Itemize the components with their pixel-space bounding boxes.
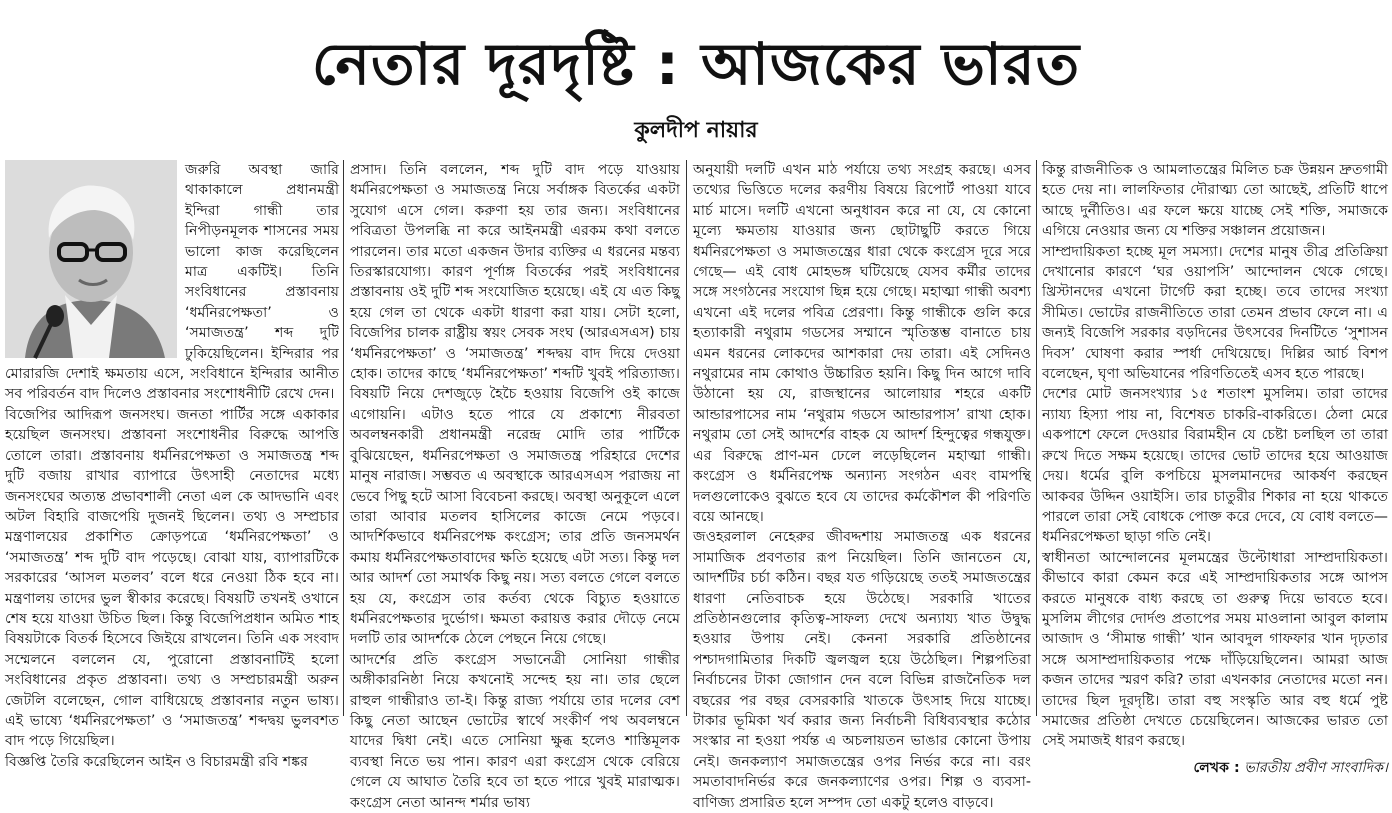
article-paragraph: জরুরি অবস্থা জারি থাকাকালে প্রধানমন্ত্রী ইন্দিরা গান্ধী তার নিপীড়নমূলক শাসনের সময় ভালো কাজ করেছিলেন মাত্র একটিই। তিনি সংবিধানের প্রস্তাবনায় ‘ধর্মনিরপেক্ষতা’ ও ‘সমাজতন্ত্র’ শব্দ দুটি ঢুকিয়েছিলেন। ইন্দিরার পর মোরারজি দেশাই ক্ষমতায় এসে, সংবিধানে ইন্দিরার আনীত সব পরিবর্তন বাদ দিলেও প্রস্তাবনার সংশোধনীটি রেখে দেন। [5, 162, 339, 403]
article-paragraph: বিজেপির আদিরূপ জনসংঘ। জনতা পার্টির সঙ্গে একাকার হয়েছিল জনসংঘ। প্রস্তাবনা সংশোধনীর বিরুদ্ধে আপত্তি তোলে তারা। প্রস্তাবনায় ধর্মনিরপেক্ষতা ও সমাজতন্ত্র শব্দ দুটি বজায় রাখার ব্যাপারে উৎসাহী নেতাদের মধ্যে জনসংঘের অত্যন্ত প্রভাবশালী নেতা এল কে আদভানি এবং অটল বিহারি বাজপেয়ি দুজনই ছিলেন। তথ্য ও সম্প্রচার মন্ত্রণালয়ের প্রকাশিত ক্রোড়পত্রে ‘ধর্মনিরপেক্ষতা’ ও ‘সমাজতন্ত্র’ শব্দ দুটি বাদ পড়েছে। বোঝা যায়, ব্যাপারটিকে সরকারের ‘আসল মতলব’ বলে ধরে নেওয়া ঠিক হবে না। মন্ত্রণালয় তাদের ভুল স্বীকার করেছে। বিষয়টি তখনই ওখানে শেষ হয়ে যাওয়া উচিত ছিল। কিন্তু বিজেপিপ্রধান অমিত শাহ বিষয়টাকে বিতর্ক হিসেবে জিইয়ে রাখলেন। তিনি এক সংবাদ সম্মেলনে বললেন যে, পুরোনো প্রস্তাবনাটিই হলো সংবিধানের প্রকৃত প্রস্তাবনা। তথ্য ও সম্প্রচারমন্ত্রী অরুন জেটলি বলেছেন, গোল বাধিয়েছে প্রস্তাবনার নতুন ভাষ্য। এই ভাষ্যে ‘ধর্মনিরপেক্ষতা’ ও ‘সমাজতন্ত্র’ শব্দদ্বয় ভুলবশত বাদ পড়ে গিয়েছিল। [5, 406, 339, 750]
column-divider [1036, 160, 1037, 716]
article-paragraph: বিজ্ঞপ্তি তৈরি করেছিলেন আইন ও বিচারমন্ত্রী রবি শঙ্কর [5, 753, 308, 770]
author-portrait [5, 160, 177, 358]
column-divider [343, 160, 344, 716]
author-credit-text: ভারতীয় প্রবীণ সাংবাদিক। [1244, 759, 1388, 776]
article-paragraph: প্রসাদ। তিনি বললেন, শব্দ দুটি বাদ পড়ে যাওয়ায় ধর্মনিরপেক্ষতা ও সমাজতন্ত্র নিয়ে সর্বাঙ্গক বিতর্কের একটা সুযোগ এসে গেল। করুণা হয় তার জন্য। সংবিধানের পবিত্রতা উপলব্ধি না করে আইনমন্ত্রী এরকম কথা বলতে পারলেন। তার মতো একজন উদার ব্যক্তির এ ধরনের মন্তব্য তিরস্কারযোগ্য। কারণ পূর্ণাঙ্গ বিতর্কের পরই সংবিধানের প্রস্তাবনায় ওই দুটি শব্দ সংযোজিত হয়েছে। এই যে এত কিছু হয়ে গেল তা থেকে একটা ধারণা করা যায়। সেটা হলো, বিজেপির চালক রাষ্ট্রীয় স্বয়ং সেবক সংঘ (আরএসএস) চায় ‘ধর্মনিরপেক্ষতা’ ও ‘সমাজতন্ত্র’ শব্দদ্বয় বাদ দিয়ে দেওয়া হোক। তাদের কাছে ‘ধর্মনিরপেক্ষতা’ শব্দটি খুবই পরিত্যাজ্য। বিষয়টি নিয়ে দেশজুড়ে হৈচৈ হওয়ায় বিজেপি ওই কাজে এগোয়নি। এটাও হতে পারে যে প্রকাশ্যে নীরবতা অবলম্বনকারী প্রধানমন্ত্রী নরেন্দ্র মোদি তার পার্টিকে বুঝিয়েছেন, ধর্মনিরপেক্ষতা ও সমাজতন্ত্র পরিহারে দেশের মানুষ নারাজ। সম্ভবত এ অবস্থাকে আরএসএস পরাজয় না ভেবে পিছু হটে আসা বিবেচনা করছে। অবস্থা অনুকূলে এলে তারা আবার মতলব হাসিলের কাজে নেমে পড়বে। আদর্শিকভাবে ধর্মনিরপেক্ষ কংগ্রেস; তার প্রতি জনসমর্থন কমায় ধর্মনিরপেক্ষতাবাদের ক্ষতি হয়েছে এটা সত্য। কিন্তু দল আর আদর্শ তো সমার্থক কিছু নয়। সত্য বলতে গেলে বলতে হয় যে, কংগ্রেস তার কর্তব্য থেকে বিচ্যুত হওয়াতে ধর্মনিরপেক্ষতার দুর্ভোগ। ক্ষমতা করায়ত্ত করার দৌড়ে নেমে দলটি তার আদর্শকে ঠেলে পেছনে নিয়ে গেছে। [350, 162, 680, 648]
article-column-2 [350, 160, 680, 811]
article-paragraph: স্বাধীনতা আন্দোলনের মূলমন্ত্রের উল্টোধারা সাম্প্রদায়িকতা। কীভাবে কারা কেমন করে এই সাম্প্রদায়িকতার সঙ্গে আপস করতে মানুষকে বাধ্য করছে তা গুরুত্ব দিয়ে ভাবতে হবে। মুসলিম লীগের দোর্দণ্ড প্রতাপের সময় মাওলানা আবুল কালাম আজাদ ও ‘সীমান্ত গান্ধী’ খান আবদুল গাফফার খান দৃঢ়তার সঙ্গে অসাম্প্রদায়িকতার পক্ষে দাঁড়িয়েছিলেন। আমরা আজ কজন তাদের স্মরণ করি? তারা এখনকার নেতাদের মতো নন। তাদের ছিল দূরদৃষ্টি। তারা বহু সংস্কৃতি আর বহু ধর্মে পুষ্ট সমাজের প্রতিষ্ঠা দেখতে চেয়েছিলেন। আজকের ভারত তো সেই সমাজই ধারণ করছে। [1042, 549, 1388, 750]
author-credit-label: লেখক : [1193, 759, 1240, 776]
article-column-3 [693, 160, 1031, 811]
article-paragraph: সাম্প্রদায়িকতা হচ্ছে মূল সমস্যা। দেশের মানুষ তীব্র প্রতিক্রিয়া দেখানোর কারণে ‘ঘর ওয়াপসি’ আন্দোলন থেকে গেছে। খ্রিস্টানদের এখনো টার্গেট করা হচ্ছে। তবে তাদের সংখ্যা সীমিত। ভোটের রাজনীতিতে তারা তেমন প্রভাব ফেলে না। এ জন্যই বিজেপি সরকার বড়দিনের উৎসবের দিনটিতে ‘সুশাসন দিবস’ ঘোষণা করার স্পর্ধা দেখিয়েছে। দিল্লির আর্চ বিশপ বলেছেন, ঘৃণা অভিযানের পরিণতিতেই এসব হতে পারছে। [1042, 243, 1388, 383]
author-byline: কুলদীপ নায়ার [634, 118, 758, 143]
author-credit [1042, 758, 1388, 778]
article-paragraph: আদর্শের প্রতি কংগ্রেস সভানেত্রী সোনিয়া গান্ধীর অঙ্গীকারনিষ্ঠা নিয়ে কখনোই সন্দেহ হয় না। তার ছেলে রাহুল গান্ধীরাও তা-ই। কিন্তু রাজ্য পর্যায়ে তার দলের বেশ কিছু নেতা আছেন ভোটের স্বার্থে সংকীর্ণ পথ অবলম্বনে যাদের দ্বিধা নেই। এতে সোনিয়া ক্ষুব্ধ হলেও শাস্তিমূলক ব্যবস্থা নিতে ভয় পান। কারণ এরা কংগ্রেস থেকে বেরিয়ে গেলে যে আঘাত তৈরি হবে তা হতে পারে খুবই মারাত্মক। কংগ্রেস নেতা আনন্দ শর্মার ভাষ্য [350, 651, 680, 811]
article-paragraph: অনুযায়ী দলটি এখন মাঠ পর্যায়ে তথ্য সংগ্রহ করছে। এসব তথ্যের ভিত্তিতে দলের করণীয় বিষয়ে রিপোর্ট পাওয়া যাবে মার্চ মাসে। দলটি এখনো অনুধাবন করে না যে, যে কোনো মূল্যে ক্ষমতায় যাওয়ার জন্য ছোটাছুটি করতে গিয়ে ধর্মনিরপেক্ষতা ও সমাজতন্ত্রের ধারা থেকে কংগ্রেস দূরে সরে গেছে— এই বোধ মোহভঙ্গ ঘটিয়েছে যেসব কর্মীর তাদের সঙ্গে সংগঠনের সংযোগ ছিন্ন হয়ে গেছে। মহাত্মা গান্ধী অবশ্য এখনো এই দলের পবিত্র প্রেরণা। কিন্তু গান্ধীকে গুলি করে হত্যাকারী নথুরাম গডসের সম্মানে স্মৃতিস্তম্ভ বানাতে চায় এমন ধরনের লোকদের আশকারা দেয় তারা। এই সেদিনও নথুরামের নাম কোথাও উচ্চারিত হয়নি। কিছু দিন আগে দাবি উঠানো হয় যে, রাজস্থানের আলোয়ার শহরে একটি আন্ডারপাসের নাম ‘নথুরাম গডসে আন্ডারপাস’ রাখা হোক। নথুরাম তো সেই আদর্শের বাহক যে আদর্শ হিন্দুত্বের গন্ধযুক্ত। এর বিরুদ্ধে প্রাণ-মন ঢেলে লড়েছিলেন মহাত্মা গান্ধী। কংগ্রেস ও ধর্মনিরপেক্ষ অন্যান্য সংগঠন এবং বামপন্থি দলগুলোকেও বুঝতে হবে যে তাদের কর্মকৌশল কী পরিণতি বয়ে আনছে। [693, 162, 1031, 525]
article-paragraph: দেশের মোট জনসংখ্যার ১৫ শতাংশ মুসলিম। তারা তাদের ন্যায্য হিস্যা পায় না, বিশেষত চাকরি-বাকরিতে। ঠেলা মেরে একপাশে ফেলে দেওয়ার বিরামহীন যে চেষ্টা চলছিল তা তারা রুখে দিতে সক্ষম হয়েছে। তাদের ভোট তাদের হয়ে আওয়াজ দেয়। ধর্মের বুলি কপচিয়ে মুসলমানদের আকর্ষণ করছেন আকবর উদ্দিন ওয়াইসি। তার চাতুরীর শিকার না হয়ে থাকতে পারলে তারা সেই বোধকে পোক্ত করে দেবে, যে বোধ বলতে— ধর্মনিরপেক্ষতা ছাড়া গতি নেই। [1042, 386, 1388, 546]
article-paragraph: জওহরলাল নেহেরুর জীবদ্দশায় সমাজতন্ত্র এক ধরনের সামাজিক প্রবণতার রূপ নিয়েছিল। তিনি জানতেন যে, আদর্শটির চর্চা কঠিন। বছর যত গড়িয়েছে ততই সমাজতন্ত্রের ধারণা নেতিবাচক হয়ে উঠেছে। সরকারি খাতের প্রতিষ্ঠানগুলোর কৃতিত্ব-সাফল্য দেখে অন্যায্য খাত উদ্বুদ্ধ হওয়ার উপায় নেই। কেননা সরকারি প্রতিষ্ঠানের পশ্চাদগামিতার দিকটি জ্বলজ্বল হয়ে উঠেছিল। শিল্পপতিরা নির্বাচনের টাকা জোগান দেন বলে বিভিন্ন রাজনৈতিক দল বছরের পর বছর বেসরকারি খাতকে উৎসাহ দিয়ে যাচ্ছে। টাকার ভূমিকা খর্ব করার জন্য নির্বাচনী বিধিব্যবস্থার কঠোর সংস্কার না হওয়া পর্যন্ত এ অচলায়তন ভাঙার কোনো উপায় নেই। জনকল্যাণ সমাজতন্ত্রের ওপর নির্ভর করে না। বরং সমতাবাদনির্ভর করে জনকল্যাণের ওপর। শিল্প ও ব্যবসা-বাণিজ্য প্রসারিত হলে সম্পদ তো একটু হলেও বাড়বে। [693, 529, 1031, 811]
article-paragraph: কিন্তু রাজনীতিক ও আমলাতন্ত্রের মিলিত চক্র উন্নয়ন দ্রুতগামী হতে দেয় না। লালফিতার দৌরাত্ম্য তো আছেই, প্রতিটি ধাপে আছে দুর্নীতিও। এর ফলে ক্ষয়ে যাচ্ছে সেই শক্তি, সমাজকে এগিয়ে নেওয়ার জন্য যে শক্তির সঞ্চালন প্রয়োজন। [1042, 162, 1388, 240]
article-column-1 [5, 160, 339, 770]
article-headline: নেতার দূরদৃষ্টি : আজকের ভারত [311, 30, 1081, 98]
article-column-4 [1042, 160, 1388, 776]
column-divider [686, 160, 687, 716]
author-portrait-image [5, 160, 177, 358]
